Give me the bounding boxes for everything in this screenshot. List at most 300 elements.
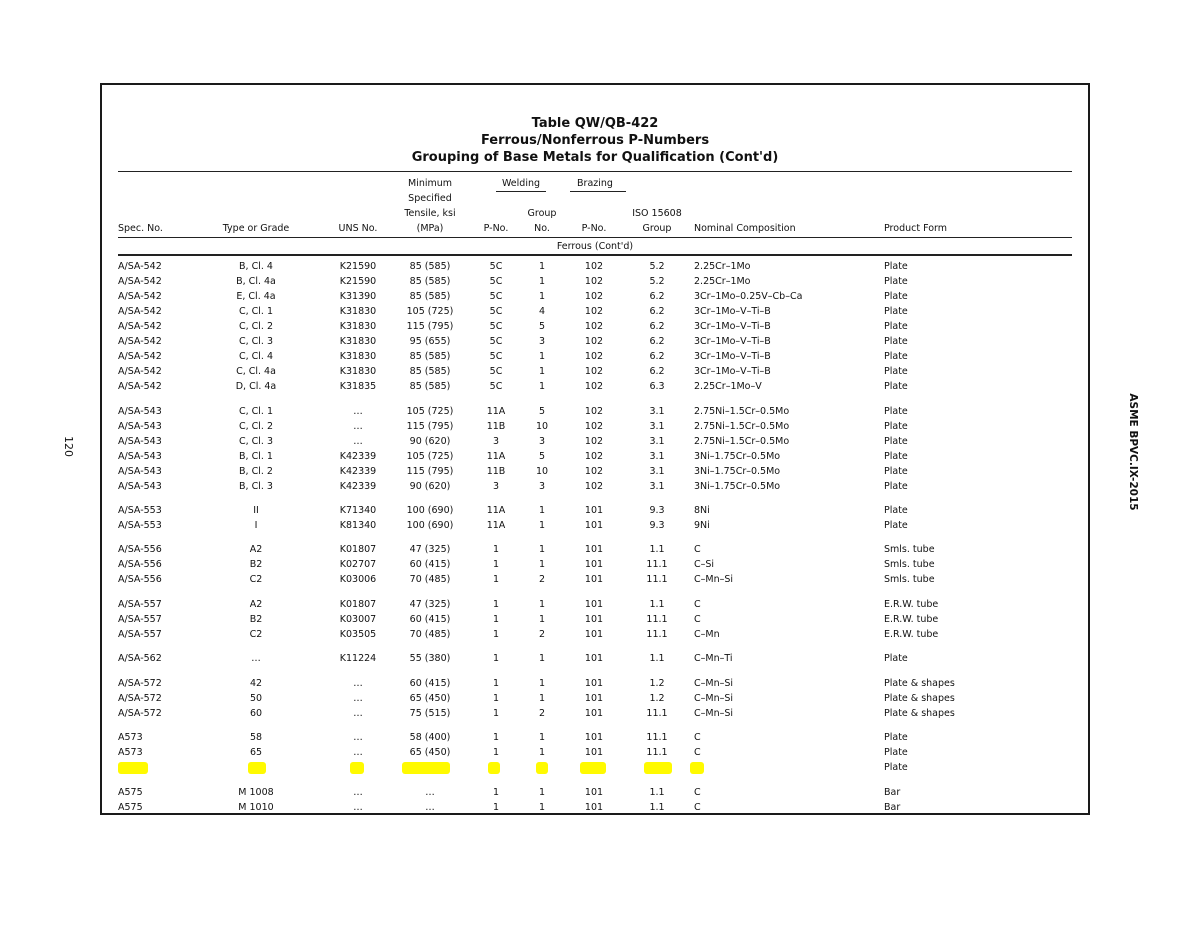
cell-spec-no: A/SA-543	[118, 466, 162, 477]
title-rule	[118, 171, 1072, 172]
cell-group-no: 5	[538, 451, 546, 462]
cell-p-no: 5C	[489, 261, 503, 272]
cell-iso-group: 3.1	[649, 481, 665, 492]
cell-composition: C–Si	[694, 559, 715, 570]
cell-uns-no: K21590	[339, 261, 377, 272]
cell-group-no: 2	[538, 708, 546, 719]
cell-uns-no: K03505	[339, 629, 377, 640]
cell-tensile: 90 (620)	[409, 481, 451, 492]
redaction-highlight	[644, 762, 672, 774]
cell-p-no: 1	[492, 574, 500, 585]
cell-iso-group: 11.1	[646, 708, 668, 719]
cell-product-form: Smls. tube	[884, 574, 935, 585]
cell-iso-group: 9.3	[649, 505, 665, 516]
cell-iso-group: 6.2	[649, 351, 665, 362]
header-iso-2: Group	[642, 223, 672, 234]
cell-group-no: 1	[538, 653, 546, 664]
cell-brazing-p-no: 101	[584, 599, 604, 610]
cell-tensile: 65 (450)	[409, 693, 451, 704]
cell-spec-no: A/SA-556	[118, 544, 162, 555]
cell-product-form: Plate & shapes	[884, 693, 955, 704]
cell-spec-no: A/SA-556	[118, 559, 162, 570]
cell-p-no: 1	[492, 787, 500, 798]
header-welding: Welding	[501, 178, 541, 189]
cell-brazing-p-no: 102	[584, 306, 604, 317]
cell-type-grade: C, Cl. 1	[238, 306, 274, 317]
cell-p-no: 1	[492, 693, 500, 704]
cell-p-no: 1	[492, 732, 500, 743]
cell-p-no: 1	[492, 559, 500, 570]
cell-tensile: 85 (585)	[409, 366, 451, 377]
cell-tensile: 58 (400)	[409, 732, 451, 743]
header-p-no: P-No.	[483, 223, 509, 234]
header-tensile-4: (MPa)	[416, 223, 444, 234]
cell-type-grade: 65	[249, 747, 263, 758]
cell-spec-no: A/SA-542	[118, 351, 162, 362]
cell-uns-no: K42339	[339, 451, 377, 462]
cell-composition: 2.25Cr–1Mo	[694, 276, 751, 287]
cell-type-grade: B2	[249, 559, 263, 570]
cell-composition: 2.75Ni–1.5Cr–0.5Mo	[694, 421, 790, 432]
cell-type-grade: B, Cl. 1	[239, 451, 273, 462]
cell-tensile: …	[425, 787, 435, 798]
header-type-grade: Type or Grade	[222, 223, 290, 234]
cell-spec-no: A/SA-542	[118, 276, 162, 287]
cell-group-no: 1	[538, 787, 546, 798]
cell-tensile: …	[425, 802, 435, 813]
cell-composition: C	[694, 732, 701, 743]
cell-composition: 3Ni–1.75Cr–0.5Mo	[694, 481, 781, 492]
cell-type-grade: B, Cl. 2	[239, 466, 273, 477]
cell-product-form: Plate	[884, 653, 908, 664]
cell-p-no: 11A	[486, 451, 506, 462]
cell-tensile: 55 (380)	[409, 653, 451, 664]
cell-brazing-p-no: 101	[584, 693, 604, 704]
cell-spec-no: A573	[118, 747, 143, 758]
cell-type-grade: D, Cl. 4a	[235, 381, 277, 392]
redaction-highlight	[402, 762, 450, 774]
cell-iso-group: 3.1	[649, 436, 665, 447]
cell-type-grade: C, Cl. 1	[238, 406, 274, 417]
cell-group-no: 1	[538, 261, 546, 272]
cell-group-no: 1	[538, 291, 546, 302]
cell-product-form: Plate & shapes	[884, 678, 955, 689]
cell-composition: 3Cr–1Mo–V–Ti–B	[694, 336, 771, 347]
cell-iso-group: 1.2	[649, 693, 665, 704]
cell-composition: C–Mn–Si	[694, 693, 734, 704]
cell-tensile: 95 (655)	[409, 336, 451, 347]
cell-composition: 8Ni	[694, 505, 710, 516]
cell-p-no: 5C	[489, 321, 503, 332]
cell-tensile: 85 (585)	[409, 381, 451, 392]
cell-type-grade: M 1008	[238, 787, 274, 798]
cell-iso-group: 1.1	[649, 599, 665, 610]
cell-group-no: 10	[535, 421, 549, 432]
cell-group-no: 1	[538, 544, 546, 555]
cell-group-no: 1	[538, 747, 546, 758]
cell-p-no: 11B	[486, 421, 506, 432]
cell-uns-no: …	[353, 787, 363, 798]
cell-product-form: Plate & shapes	[884, 708, 955, 719]
cell-uns-no: K31835	[339, 381, 377, 392]
cell-type-grade: C, Cl. 4	[238, 351, 274, 362]
cell-type-grade: M 1010	[238, 802, 274, 813]
cell-type-grade: II	[253, 505, 259, 516]
cell-spec-no: A/SA-542	[118, 381, 162, 392]
cell-composition: 3Cr–1Mo–V–Ti–B	[694, 351, 771, 362]
cell-spec-no: A/SA-543	[118, 436, 162, 447]
cell-product-form: E.R.W. tube	[884, 629, 939, 640]
redaction-highlight	[690, 762, 704, 774]
cell-uns-no: K71340	[339, 505, 377, 516]
table-frame	[100, 83, 1090, 815]
cell-p-no: 1	[492, 678, 500, 689]
cell-tensile: 105 (725)	[406, 406, 454, 417]
cell-p-no: 11A	[486, 520, 506, 531]
cell-product-form: Plate	[884, 520, 908, 531]
cell-type-grade: 50	[249, 693, 263, 704]
cell-product-form: Plate	[884, 421, 908, 432]
brazing-underline	[570, 191, 626, 192]
cell-spec-no: A/SA-553	[118, 520, 162, 531]
cell-brazing-p-no: 102	[584, 381, 604, 392]
cell-p-no: 11A	[486, 505, 506, 516]
cell-composition: 2.75Ni–1.5Cr–0.5Mo	[694, 436, 790, 447]
cell-spec-no: A/SA-572	[118, 693, 162, 704]
cell-composition: 3Cr–1Mo–V–Ti–B	[694, 366, 771, 377]
side-running-header: ASME BPVC.IX-2015	[1127, 393, 1139, 511]
cell-spec-no: A575	[118, 787, 143, 798]
cell-type-grade: B, Cl. 3	[239, 481, 273, 492]
cell-group-no: 1	[538, 614, 546, 625]
cell-uns-no: K01807	[339, 544, 377, 555]
cell-iso-group: 11.1	[646, 747, 668, 758]
header-brazing: Brazing	[577, 178, 613, 189]
cell-brazing-p-no: 101	[584, 574, 604, 585]
cell-tensile: 85 (585)	[409, 276, 451, 287]
cell-product-form: Bar	[884, 802, 901, 813]
cell-type-grade: C, Cl. 4a	[236, 366, 276, 377]
cell-p-no: 5C	[489, 291, 503, 302]
cell-brazing-p-no: 102	[584, 336, 604, 347]
redaction-highlight	[580, 762, 606, 774]
cell-brazing-p-no: 102	[584, 421, 604, 432]
cell-iso-group: 3.1	[649, 451, 665, 462]
cell-product-form: Plate	[884, 466, 908, 477]
cell-uns-no: …	[353, 802, 363, 813]
cell-spec-no: A/SA-542	[118, 306, 162, 317]
cell-product-form: E.R.W. tube	[884, 599, 939, 610]
cell-brazing-p-no: 102	[584, 481, 604, 492]
cell-brazing-p-no: 102	[584, 276, 604, 287]
cell-p-no: 1	[492, 599, 500, 610]
cell-group-no: 10	[535, 466, 549, 477]
cell-brazing-p-no: 101	[584, 678, 604, 689]
cell-iso-group: 11.1	[646, 574, 668, 585]
cell-iso-group: 11.1	[646, 629, 668, 640]
cell-brazing-p-no: 101	[584, 559, 604, 570]
cell-product-form: Plate	[884, 276, 908, 287]
cell-iso-group: 6.3	[649, 381, 665, 392]
cell-brazing-p-no: 101	[584, 614, 604, 625]
cell-iso-group: 3.1	[649, 406, 665, 417]
cell-tensile: 60 (415)	[409, 678, 451, 689]
cell-p-no: 1	[492, 802, 500, 813]
cell-composition: 3Ni–1.75Cr–0.5Mo	[694, 466, 781, 477]
cell-group-no: 1	[538, 520, 546, 531]
cell-product-form: Smls. tube	[884, 559, 935, 570]
cell-tensile: 100 (690)	[406, 505, 454, 516]
cell-type-grade: B, Cl. 4a	[236, 276, 276, 287]
cell-brazing-p-no: 101	[584, 544, 604, 555]
cell-iso-group: 6.2	[649, 336, 665, 347]
redaction-highlight	[350, 762, 364, 774]
cell-tensile: 47 (325)	[409, 599, 451, 610]
cell-composition: C–Mn	[694, 629, 720, 640]
cell-type-grade: A2	[249, 544, 263, 555]
header-uns-no: UNS No.	[338, 223, 378, 234]
cell-tensile: 85 (585)	[409, 291, 451, 302]
cell-group-no: 1	[538, 678, 546, 689]
cell-uns-no: K21590	[339, 276, 377, 287]
cell-uns-no: K42339	[339, 481, 377, 492]
cell-uns-no: …	[353, 421, 363, 432]
cell-product-form: E.R.W. tube	[884, 614, 939, 625]
cell-group-no: 1	[538, 802, 546, 813]
cell-spec-no: A/SA-542	[118, 336, 162, 347]
cell-brazing-p-no: 102	[584, 406, 604, 417]
cell-brazing-p-no: 102	[584, 261, 604, 272]
cell-uns-no: K31830	[339, 366, 377, 377]
welding-underline	[496, 191, 546, 192]
cell-uns-no: …	[353, 747, 363, 758]
cell-p-no: 5C	[489, 351, 503, 362]
cell-composition: C	[694, 802, 701, 813]
header-rule	[118, 237, 1072, 238]
cell-iso-group: 1.1	[649, 787, 665, 798]
cell-product-form: Plate	[884, 381, 908, 392]
cell-p-no: 5C	[489, 276, 503, 287]
cell-group-no: 4	[538, 306, 546, 317]
cell-p-no: 1	[492, 544, 500, 555]
cell-iso-group: 1.1	[649, 544, 665, 555]
cell-p-no: 1	[492, 653, 500, 664]
cell-spec-no: A/SA-543	[118, 421, 162, 432]
cell-uns-no: …	[353, 708, 363, 719]
cell-iso-group: 11.1	[646, 614, 668, 625]
cell-spec-no: A/SA-542	[118, 291, 162, 302]
cell-composition: C–Mn–Si	[694, 708, 734, 719]
cell-p-no: 3	[492, 436, 500, 447]
cell-iso-group: 6.2	[649, 306, 665, 317]
cell-composition: 3Cr–1Mo–0.25V–Cb–Ca	[694, 291, 803, 302]
table-subtitle: Ferrous/Nonferrous P-Numbers	[480, 133, 710, 148]
header-group-1: Group	[527, 208, 557, 219]
cell-group-no: 1	[538, 559, 546, 570]
cell-p-no: 5C	[489, 336, 503, 347]
cell-type-grade: …	[251, 653, 261, 664]
cell-group-no: 1	[538, 599, 546, 610]
cell-brazing-p-no: 101	[584, 520, 604, 531]
cell-composition: 2.75Ni–1.5Cr–0.5Mo	[694, 406, 790, 417]
cell-p-no: 5C	[489, 366, 503, 377]
header-nominal-composition: Nominal Composition	[694, 223, 796, 234]
cell-spec-no: A/SA-542	[118, 366, 162, 377]
cell-iso-group: 6.2	[649, 366, 665, 377]
cell-uns-no: K31390	[339, 291, 377, 302]
cell-tensile: 75 (515)	[409, 708, 451, 719]
cell-uns-no: …	[353, 436, 363, 447]
cell-iso-group: 11.1	[646, 559, 668, 570]
cell-iso-group: 6.2	[649, 291, 665, 302]
cell-type-grade: C, Cl. 2	[238, 421, 274, 432]
cell-group-no: 3	[538, 481, 546, 492]
header-tensile-1: Minimum	[407, 178, 453, 189]
cell-group-no: 1	[538, 276, 546, 287]
cell-group-no: 5	[538, 321, 546, 332]
cell-composition: 2.25Cr–1Mo–V	[694, 381, 762, 392]
cell-p-no: 11B	[486, 466, 506, 477]
cell-type-grade: C2	[249, 629, 263, 640]
cell-type-grade: C, Cl. 3	[238, 436, 274, 447]
table-caption: Grouping of Base Metals for Qualification (Cont'd)	[411, 150, 779, 165]
cell-uns-no: …	[353, 678, 363, 689]
cell-spec-no: A/SA-557	[118, 629, 162, 640]
cell-iso-group: 5.2	[649, 276, 665, 287]
cell-composition: C	[694, 787, 701, 798]
cell-uns-no: K01807	[339, 599, 377, 610]
cell-type-grade: 58	[249, 732, 263, 743]
cell-spec-no: A575	[118, 802, 143, 813]
cell-uns-no: …	[353, 406, 363, 417]
cell-product-form: Plate	[884, 505, 908, 516]
cell-product-form: Plate	[884, 481, 908, 492]
cell-brazing-p-no: 102	[584, 366, 604, 377]
cell-spec-no: A/SA-553	[118, 505, 162, 516]
cell-type-grade: C, Cl. 2	[238, 321, 274, 332]
cell-tensile: 85 (585)	[409, 261, 451, 272]
cell-tensile: 60 (415)	[409, 559, 451, 570]
cell-brazing-p-no: 101	[584, 505, 604, 516]
cell-brazing-p-no: 101	[584, 732, 604, 743]
header-tensile-2: Specified	[408, 193, 452, 204]
cell-group-no: 1	[538, 505, 546, 516]
cell-spec-no: A/SA-557	[118, 614, 162, 625]
cell-product-form: Plate	[884, 451, 908, 462]
cell-tensile: 105 (725)	[406, 306, 454, 317]
cell-spec-no: A/SA-562	[118, 653, 162, 664]
cell-product-form: Plate	[884, 406, 908, 417]
cell-product-form: Plate	[884, 436, 908, 447]
redaction-highlight	[118, 762, 148, 774]
cell-product-form: Plate	[884, 762, 908, 773]
header-iso-1: ISO 15608	[632, 208, 682, 219]
cell-tensile: 70 (485)	[409, 574, 451, 585]
cell-p-no: 1	[492, 747, 500, 758]
section-rule	[118, 254, 1072, 256]
cell-spec-no: A/SA-542	[118, 261, 162, 272]
header-spec-no: Spec. No.	[118, 223, 163, 234]
cell-brazing-p-no: 102	[584, 436, 604, 447]
table-title: Table QW/QB-422	[531, 116, 659, 131]
cell-composition: C–Mn–Ti	[694, 653, 733, 664]
cell-type-grade: C2	[249, 574, 263, 585]
cell-p-no: 3	[492, 481, 500, 492]
cell-composition: C	[694, 599, 701, 610]
cell-product-form: Plate	[884, 261, 908, 272]
cell-uns-no: K81340	[339, 520, 377, 531]
cell-composition: 3Cr–1Mo–V–Ti–B	[694, 321, 771, 332]
cell-spec-no: A/SA-572	[118, 708, 162, 719]
cell-composition: C	[694, 544, 701, 555]
cell-product-form: Smls. tube	[884, 544, 935, 555]
cell-type-grade: 42	[249, 678, 263, 689]
cell-tensile: 115 (795)	[406, 466, 454, 477]
section-label: Ferrous (Cont'd)	[556, 241, 634, 252]
cell-brazing-p-no: 101	[584, 708, 604, 719]
table-title-block	[102, 115, 1088, 166]
cell-uns-no: …	[353, 693, 363, 704]
cell-iso-group: 6.2	[649, 321, 665, 332]
cell-composition: C–Mn–Si	[694, 678, 734, 689]
cell-spec-no: A/SA-542	[118, 321, 162, 332]
cell-iso-group: 9.3	[649, 520, 665, 531]
cell-p-no: 5C	[489, 381, 503, 392]
cell-iso-group: 11.1	[646, 732, 668, 743]
cell-group-no: 5	[538, 406, 546, 417]
cell-p-no: 11A	[486, 406, 506, 417]
cell-product-form: Plate	[884, 321, 908, 332]
cell-tensile: 105 (725)	[406, 451, 454, 462]
cell-iso-group: 3.1	[649, 421, 665, 432]
cell-uns-no: K03007	[339, 614, 377, 625]
header-brazing-p-no: P-No.	[581, 223, 607, 234]
cell-composition: C–Mn–Si	[694, 574, 734, 585]
header-tensile-3: Tensile, ksi	[404, 208, 456, 219]
cell-uns-no: K31830	[339, 336, 377, 347]
cell-product-form: Plate	[884, 306, 908, 317]
cell-iso-group: 1.1	[649, 802, 665, 813]
cell-uns-no: …	[353, 732, 363, 743]
cell-type-grade: A2	[249, 599, 263, 610]
cell-uns-no: K03006	[339, 574, 377, 585]
cell-type-grade: B, Cl. 4	[239, 261, 273, 272]
cell-composition: 3Ni–1.75Cr–0.5Mo	[694, 451, 781, 462]
cell-tensile: 60 (415)	[409, 614, 451, 625]
cell-uns-no: K31830	[339, 351, 377, 362]
cell-group-no: 2	[538, 574, 546, 585]
cell-composition: C	[694, 747, 701, 758]
cell-iso-group: 5.2	[649, 261, 665, 272]
cell-group-no: 1	[538, 351, 546, 362]
cell-group-no: 1	[538, 732, 546, 743]
cell-brazing-p-no: 102	[584, 321, 604, 332]
header-group-2: No.	[534, 223, 550, 234]
cell-tensile: 85 (585)	[409, 351, 451, 362]
cell-iso-group: 3.1	[649, 466, 665, 477]
cell-p-no: 1	[492, 614, 500, 625]
cell-iso-group: 1.2	[649, 678, 665, 689]
cell-iso-group: 1.1	[649, 653, 665, 664]
cell-group-no: 2	[538, 629, 546, 640]
cell-type-grade: B2	[249, 614, 263, 625]
cell-brazing-p-no: 102	[584, 466, 604, 477]
page-number: 120	[62, 436, 75, 457]
cell-brazing-p-no: 101	[584, 802, 604, 813]
cell-spec-no: A/SA-543	[118, 451, 162, 462]
cell-type-grade: C, Cl. 3	[238, 336, 274, 347]
cell-spec-no: A/SA-543	[118, 406, 162, 417]
